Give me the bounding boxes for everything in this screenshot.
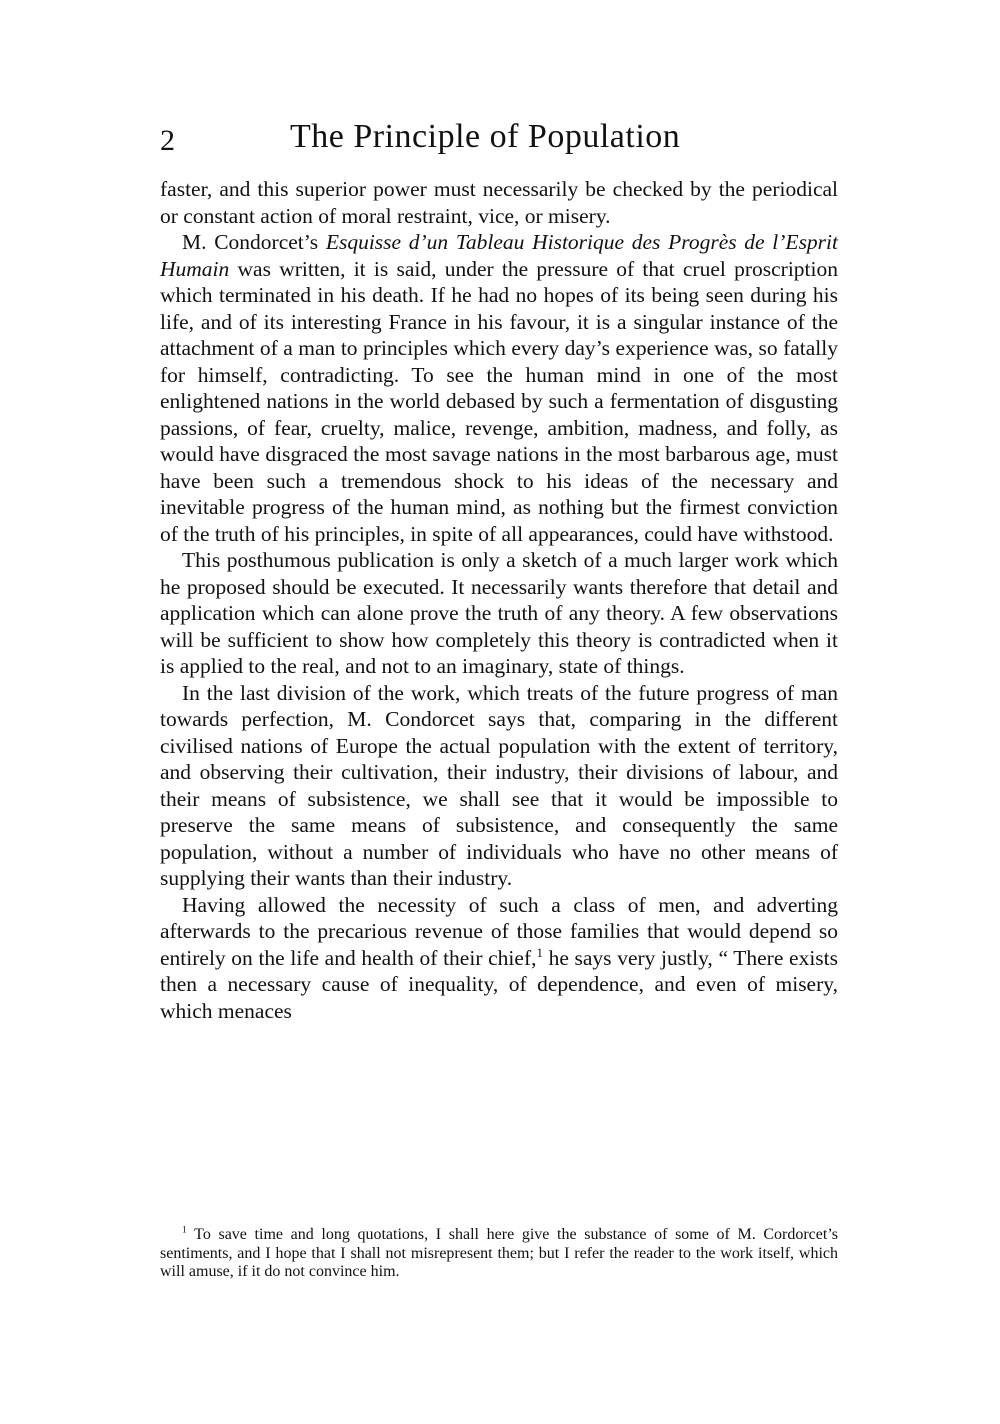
footnote-reference: 1	[536, 945, 543, 960]
paragraph-4: In the last division of the work, which treats of the future progress of man towards perfection, M. Condorcet says that, comparing in the different civilised nations of Europe the actual population with the extent of territory, and observing their cultivation, their industry, their divisions of labour, and their means of subsistence, we shall see that it would be impossible to preserve the same means of subsistence, and consequently the same population, without a number of individuals who have no other means of supplying their wants than their industry.	[160, 680, 838, 890]
paragraph-5-before: Having allowed the necessity of such a class of men, and adverting afterwards to the precarious revenue of those families that would depend so entirely on the life and health of their chief,	[160, 892, 838, 970]
footnotes	[160, 1226, 838, 1282]
footnote-marker: 1	[182, 1224, 187, 1236]
paragraph-1: faster, and this superior power must necessarily be checked by the periodical or constant action of moral restraint, vice, or misery.	[160, 177, 838, 228]
page-number: 2	[160, 124, 175, 157]
paragraph-2-rest: was written, it is said, under the pressure of that cruel proscription which terminated in his death. If he had no hopes of its being seen during his life, and of its interesting France in his favour, it is a singular instance of the attachment of a man to principles which every day’s experience was, so fatally for himself, contradicting. To see the human mind in one of the most enlightened nations in the world debased by such a fermentation of disgusting passions, of fear, cruelty, malice, revenge, ambition, madness, and folly, as would have disgraced the most savage nations in the most barbarous age, must have been such a tremendous shock to his ideas of the necessary and inevitable progress of the human mind, as nothing but the firmest conviction of the truth of his principles, in spite of all appearances, could have withstood.	[160, 256, 838, 546]
book-title-italic: Esquisse d’un Tableau Historique des Progrès de l’Esprit Humain	[160, 230, 838, 281]
running-header	[160, 118, 840, 164]
body-text	[160, 176, 838, 1024]
paragraph-5-after: he says very justly, “ There exists then a necessary cause of inequality, of dependence, and even of misery, which menaces	[160, 945, 839, 1023]
running-title: The Principle of Population	[290, 118, 681, 155]
paragraph-3: This posthumous publication is only a sketch of a much larger work which he proposed should be executed. It necessarily wants therefore that detail and application which can alone prove the truth of any theory. A few observations will be sufficient to show how completely this theory is contradicted when it is applied to the real, and not to an imaginary, state of things.	[160, 548, 838, 678]
paragraph-2	[160, 229, 838, 547]
footnote-1	[160, 1226, 838, 1282]
paragraph-2-lead: M. Condorcet’s	[182, 230, 326, 254]
paragraph-5	[160, 892, 838, 1025]
footnote-text: To save time and long quotations, I shall here give the substance of some of M. Cordorcet’s sentiments, and I hope that I shall not misrepresent them; but I refer the reader to the work itself, which will amuse, if it do not convince him.	[160, 1226, 838, 1280]
